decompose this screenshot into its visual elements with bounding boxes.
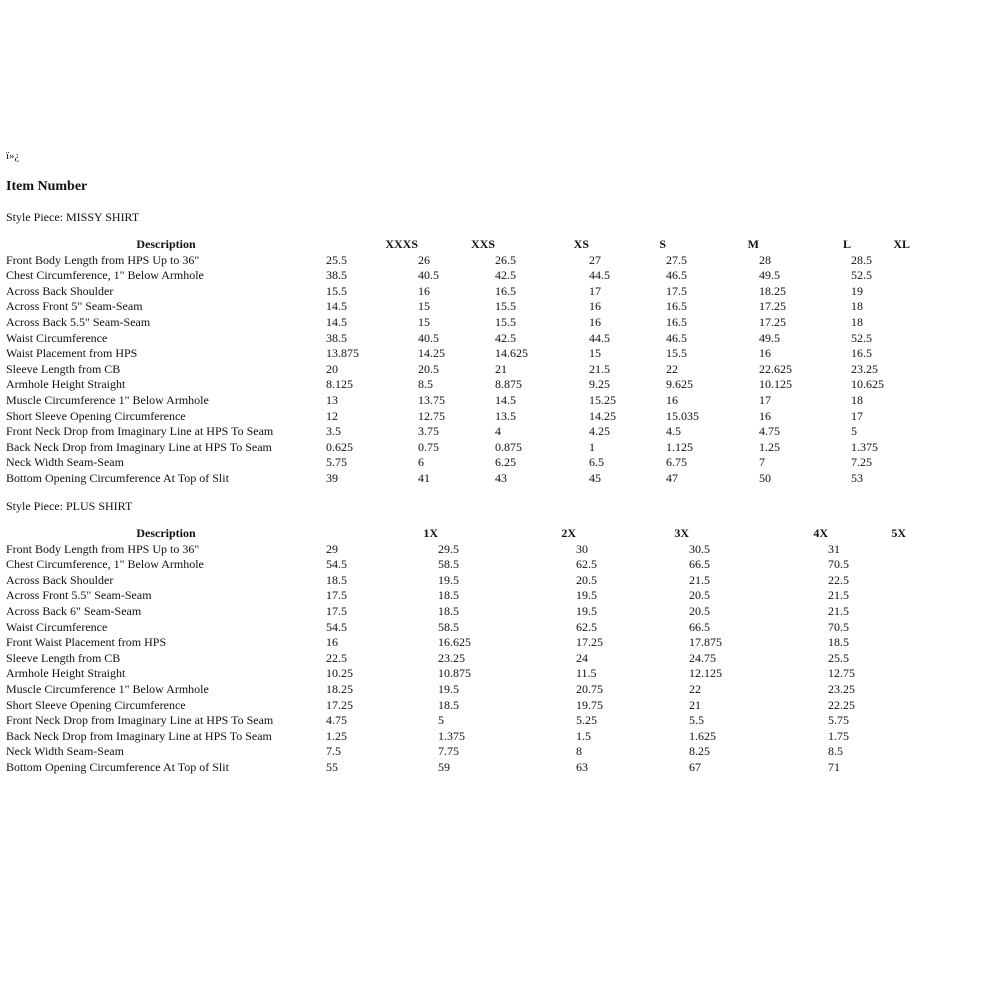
measurement-value: 22 (666, 361, 678, 376)
measurement-value: 16.625 (438, 635, 471, 650)
measurement-value: 62.5 (576, 619, 597, 634)
measurement-value: 19.5 (438, 572, 459, 587)
missy-spec-table (6, 237, 910, 487)
measurement-description: Muscle Circumference 1" Below Armhole (6, 392, 209, 407)
measurement-value: 38.5 (326, 330, 347, 345)
measurement-value: 17.25 (326, 697, 353, 712)
measurement-value: 21.5 (828, 588, 849, 603)
measurement-value: 15 (418, 314, 430, 329)
measurement-value: 20.5 (689, 588, 710, 603)
measurement-value: 21 (689, 697, 701, 712)
plus-table-body (6, 542, 906, 776)
measurement-value: 1 (589, 439, 595, 454)
table-row (6, 331, 910, 347)
measurement-value: 31 (828, 541, 840, 556)
measurement-value: 23.25 (851, 361, 878, 376)
measurement-value: 15.5 (495, 314, 516, 329)
measurement-value: 38.5 (326, 268, 347, 283)
measurement-value: 17.25 (759, 314, 786, 329)
measurement-value: 30 (576, 541, 588, 556)
measurement-value: 42.5 (495, 268, 516, 283)
measurement-value: 15.035 (666, 408, 699, 423)
measurement-value: 1.25 (759, 439, 780, 454)
measurement-value: 62.5 (576, 557, 597, 572)
measurement-value: 15 (418, 299, 430, 314)
measurement-description: Back Neck Drop from Imaginary Line at HPS To Seam (6, 728, 272, 743)
measurement-description: Short Sleeve Opening Circumference (6, 697, 186, 712)
measurement-value: 8.25 (689, 744, 710, 759)
measurement-description: Bottom Opening Circumference At Top of Slit (6, 759, 229, 774)
measurement-value: 17.25 (576, 635, 603, 650)
table-row (6, 299, 910, 315)
measurement-value: 21.5 (689, 572, 710, 587)
measurement-value: 27 (589, 252, 601, 267)
measurement-value: 0.75 (418, 439, 439, 454)
measurement-value: 40.5 (418, 268, 439, 283)
measurement-value: 15.5 (326, 283, 347, 298)
measurement-value: 22.5 (326, 650, 347, 665)
table-row (6, 315, 910, 331)
table-row (6, 698, 906, 714)
measurement-value: 16.5 (666, 299, 687, 314)
measurement-value: 15.5 (495, 299, 516, 314)
measurement-value: 14.25 (589, 408, 616, 423)
measurement-value: 1.25 (326, 728, 347, 743)
table-row (6, 268, 910, 284)
page-title: Item Number (6, 179, 88, 194)
measurement-value: 19 (851, 283, 863, 298)
style-piece-label-plus: Style Piece: PLUS SHIRT (6, 499, 133, 513)
measurement-value: 67 (689, 759, 701, 774)
measurement-value: 16.5 (495, 283, 516, 298)
measurement-value: 47 (666, 470, 678, 485)
measurement-value: 5.75 (828, 713, 849, 728)
measurement-value: 20.75 (576, 681, 603, 696)
measurement-value: 14.5 (495, 392, 516, 407)
measurement-value: 52.5 (851, 330, 872, 345)
measurement-value: 14.25 (418, 346, 445, 361)
measurement-value: 25.5 (326, 252, 347, 267)
measurement-value: 26 (418, 252, 430, 267)
measurement-value: 53 (851, 470, 863, 485)
measurement-value: 14.5 (326, 314, 347, 329)
measurement-value: 5.25 (576, 713, 597, 728)
measurement-value: 21.5 (828, 603, 849, 618)
measurement-value: 55 (326, 759, 338, 774)
measurement-value: 8.5 (418, 377, 433, 392)
measurement-value: 18.5 (438, 588, 459, 603)
measurement-value: 59 (438, 759, 450, 774)
table-row (6, 713, 906, 729)
measurement-description: Across Back Shoulder (6, 572, 114, 587)
measurement-value: 0.625 (326, 439, 353, 454)
measurement-value: 3.5 (326, 424, 341, 439)
measurement-value: 1.625 (689, 728, 716, 743)
table-row (6, 635, 906, 651)
measurement-value: 10.875 (438, 666, 471, 681)
measurement-value: 18.5 (326, 572, 347, 587)
table-row (6, 440, 910, 456)
encoding-artifact-text: ï»¿ (6, 150, 20, 162)
measurement-value: 20.5 (689, 603, 710, 618)
measurement-description: Front Waist Placement from HPS (6, 635, 167, 650)
measurement-value: 8.5 (828, 744, 843, 759)
measurement-value: 18 (851, 392, 863, 407)
measurement-value: 13.75 (418, 392, 445, 407)
measurement-value: 14.625 (495, 346, 528, 361)
table-row (6, 362, 910, 378)
table-row (6, 760, 906, 776)
table-row (6, 455, 910, 471)
measurement-value: 1.5 (576, 728, 591, 743)
table-row (6, 471, 910, 487)
measurement-value: 21.5 (589, 361, 610, 376)
measurement-description: Front Body Length from HPS Up to 36" (6, 541, 200, 556)
measurement-description: Neck Width Seam-Seam (6, 455, 124, 470)
measurement-value: 9.25 (589, 377, 610, 392)
measurement-description: Muscle Circumference 1" Below Armhole (6, 681, 209, 696)
measurement-value: 58.5 (438, 557, 459, 572)
measurement-value: 17.875 (689, 635, 722, 650)
measurement-value: 8.875 (495, 377, 522, 392)
measurement-value: 17.5 (326, 588, 347, 603)
measurement-value: 20.5 (576, 572, 597, 587)
measurement-value: 17 (759, 392, 771, 407)
measurement-value: 44.5 (589, 268, 610, 283)
table-row (6, 573, 906, 589)
measurement-description: Chest Circumference, 1" Below Armhole (6, 557, 204, 572)
table-row (6, 542, 906, 558)
measurement-value: 5.5 (689, 713, 704, 728)
measurement-value: 6.5 (589, 455, 604, 470)
size-header: XXXS (385, 237, 418, 251)
measurement-value: 46.5 (666, 330, 687, 345)
measurement-value: 4 (495, 424, 501, 439)
table-row (6, 377, 910, 393)
measurement-description: Bottom Opening Circumference At Top of Slit (6, 470, 229, 485)
measurement-value: 30.5 (689, 541, 710, 556)
measurement-value: 1.375 (438, 728, 465, 743)
measurement-value: 7 (759, 455, 765, 470)
measurement-value: 26.5 (495, 252, 516, 267)
measurement-description: Chest Circumference, 1" Below Armhole (6, 268, 204, 283)
measurement-description: Across Back Shoulder (6, 283, 114, 298)
measurement-value: 20 (326, 361, 338, 376)
measurement-value: 7.75 (438, 744, 459, 759)
size-header: 3X (674, 526, 689, 540)
measurement-value: 11.5 (576, 666, 597, 681)
measurement-value: 24 (576, 650, 588, 665)
measurement-description: Sleeve Length from CB (6, 650, 121, 665)
measurement-value: 17 (851, 408, 863, 423)
table-row (6, 651, 906, 667)
measurement-value: 16 (759, 408, 771, 423)
measurement-value: 12 (326, 408, 338, 423)
measurement-value: 52.5 (851, 268, 872, 283)
measurement-value: 15.5 (666, 346, 687, 361)
measurement-value: 66.5 (689, 557, 710, 572)
measurement-description: Neck Width Seam-Seam (6, 744, 124, 759)
table-row (6, 729, 906, 745)
measurement-value: 5.75 (326, 455, 347, 470)
measurement-value: 66.5 (689, 619, 710, 634)
measurement-value: 9.625 (666, 377, 693, 392)
measurement-value: 40.5 (418, 330, 439, 345)
measurement-value: 27.5 (666, 252, 687, 267)
table-row (6, 682, 906, 698)
measurement-value: 29.5 (438, 541, 459, 556)
description-header: Description (136, 237, 196, 251)
measurement-value: 4.5 (666, 424, 681, 439)
measurement-value: 8.125 (326, 377, 353, 392)
measurement-value: 16 (759, 346, 771, 361)
measurement-value: 16 (326, 635, 338, 650)
measurement-value: 5 (851, 424, 857, 439)
table-row (6, 604, 906, 620)
measurement-value: 54.5 (326, 619, 347, 634)
missy-table-body (6, 253, 910, 487)
measurement-value: 4.75 (759, 424, 780, 439)
measurement-value: 70.5 (828, 619, 849, 634)
measurement-value: 6.75 (666, 455, 687, 470)
measurement-description: Across Front 5" Seam-Seam (6, 299, 143, 314)
measurement-description: Armhole Height Straight (6, 377, 126, 392)
measurement-value: 1.375 (851, 439, 878, 454)
measurement-value: 18.5 (828, 635, 849, 650)
table-row (6, 588, 906, 604)
measurement-value: 13.875 (326, 346, 359, 361)
size-header: XXS (470, 237, 495, 251)
measurement-value: 15 (589, 346, 601, 361)
measurement-value: 49.5 (759, 330, 780, 345)
measurement-value: 45 (589, 470, 601, 485)
measurement-description: Back Neck Drop from Imaginary Line at HPS To Seam (6, 439, 272, 454)
measurement-value: 7.25 (851, 455, 872, 470)
size-header: XL (893, 237, 910, 251)
size-header: L (842, 237, 851, 251)
measurement-value: 18.5 (438, 697, 459, 712)
measurement-value: 28 (759, 252, 771, 267)
measurement-value: 16 (589, 314, 601, 329)
measurement-value: 22 (689, 681, 701, 696)
size-header: M (747, 237, 759, 251)
measurement-value: 16 (589, 299, 601, 314)
measurement-value: 16.5 (851, 346, 872, 361)
measurement-value: 16 (418, 283, 430, 298)
measurement-description: Waist Circumference (6, 619, 108, 634)
size-header: 1X (423, 526, 438, 540)
description-header: Description (136, 526, 196, 540)
measurement-value: 39 (326, 470, 338, 485)
measurement-value: 12.75 (418, 408, 445, 423)
measurement-value: 17.5 (666, 283, 687, 298)
measurement-value: 70.5 (828, 557, 849, 572)
table-row (6, 557, 906, 573)
measurement-value: 18.25 (326, 681, 353, 696)
measurement-value: 18.5 (438, 603, 459, 618)
measurement-value: 10.625 (851, 377, 884, 392)
table-row (6, 346, 910, 362)
measurement-value: 58.5 (438, 619, 459, 634)
measurement-description: Front Body Length from HPS Up to 36" (6, 252, 200, 267)
measurement-value: 42.5 (495, 330, 516, 345)
measurement-value: 17.25 (759, 299, 786, 314)
measurement-value: 20.5 (418, 361, 439, 376)
measurement-value: 12.125 (689, 666, 722, 681)
measurement-value: 22.25 (828, 697, 855, 712)
measurement-value: 71 (828, 759, 840, 774)
measurement-value: 22.625 (759, 361, 792, 376)
measurement-value: 8 (576, 744, 582, 759)
measurement-description: Waist Placement from HPS (6, 346, 138, 361)
plus-spec-table (6, 526, 906, 776)
table-row (6, 253, 910, 269)
measurement-value: 18 (851, 314, 863, 329)
measurement-value: 24.75 (689, 650, 716, 665)
measurement-value: 15.25 (589, 392, 616, 407)
measurement-value: 17.5 (326, 603, 347, 618)
plus-header-row (6, 526, 906, 542)
measurement-value: 4.75 (326, 713, 347, 728)
measurement-value: 54.5 (326, 557, 347, 572)
measurement-value: 29 (326, 541, 338, 556)
measurement-value: 6.25 (495, 455, 516, 470)
measurement-value: 63 (576, 759, 588, 774)
measurement-description: Short Sleeve Opening Circumference (6, 408, 186, 423)
style-piece-label-missy: Style Piece: MISSY SHIRT (6, 210, 140, 224)
measurement-description: Front Neck Drop from Imaginary Line at HPS To Seam (6, 424, 274, 439)
measurement-value: 16 (666, 392, 678, 407)
measurement-value: 19.5 (576, 588, 597, 603)
table-row (6, 666, 906, 682)
measurement-value: 22.5 (828, 572, 849, 587)
measurement-value: 50 (759, 470, 771, 485)
measurement-value: 23.25 (438, 650, 465, 665)
measurement-description: Across Back 5.5" Seam-Seam (6, 314, 151, 329)
size-header: XS (573, 237, 589, 251)
measurement-value: 18.25 (759, 283, 786, 298)
measurement-value: 13 (326, 392, 338, 407)
measurement-value: 1.75 (828, 728, 849, 743)
measurement-value: 7.5 (326, 744, 341, 759)
measurement-value: 1.125 (666, 439, 693, 454)
table-row (6, 744, 906, 760)
measurement-description: Sleeve Length from CB (6, 361, 121, 376)
measurement-description: Waist Circumference (6, 330, 108, 345)
table-row (6, 409, 910, 425)
measurement-value: 6 (418, 455, 424, 470)
measurement-value: 49.5 (759, 268, 780, 283)
measurement-value: 12.75 (828, 666, 855, 681)
measurement-description: Front Neck Drop from Imaginary Line at HPS To Seam (6, 713, 274, 728)
measurement-value: 16.5 (666, 314, 687, 329)
measurement-value: 23.25 (828, 681, 855, 696)
measurement-value: 14.5 (326, 299, 347, 314)
measurement-value: 3.75 (418, 424, 439, 439)
table-row (6, 284, 910, 300)
measurement-value: 5 (438, 713, 444, 728)
measurement-value: 4.25 (589, 424, 610, 439)
measurement-value: 10.125 (759, 377, 792, 392)
measurement-value: 17 (589, 283, 601, 298)
measurement-value: 10.25 (326, 666, 353, 681)
measurement-value: 18 (851, 299, 863, 314)
missy-header-row (6, 237, 910, 253)
size-header: S (659, 237, 666, 251)
measurement-description: Armhole Height Straight (6, 666, 126, 681)
table-row (6, 424, 910, 440)
measurement-description: Across Front 5.5" Seam-Seam (6, 588, 152, 603)
measurement-description: Across Back 6" Seam-Seam (6, 603, 142, 618)
size-header: 5X (891, 526, 906, 540)
measurement-value: 46.5 (666, 268, 687, 283)
measurement-value: 28.5 (851, 252, 872, 267)
measurement-value: 19.75 (576, 697, 603, 712)
measurement-value: 43 (495, 470, 507, 485)
measurement-value: 19.5 (576, 603, 597, 618)
measurement-value: 13.5 (495, 408, 516, 423)
size-header: 4X (813, 526, 828, 540)
table-row (6, 393, 910, 409)
measurement-value: 19.5 (438, 681, 459, 696)
measurement-value: 41 (418, 470, 430, 485)
measurement-value: 21 (495, 361, 507, 376)
measurement-value: 25.5 (828, 650, 849, 665)
size-header: 2X (561, 526, 576, 540)
measurement-value: 44.5 (589, 330, 610, 345)
table-row (6, 620, 906, 636)
measurement-value: 0.875 (495, 439, 522, 454)
